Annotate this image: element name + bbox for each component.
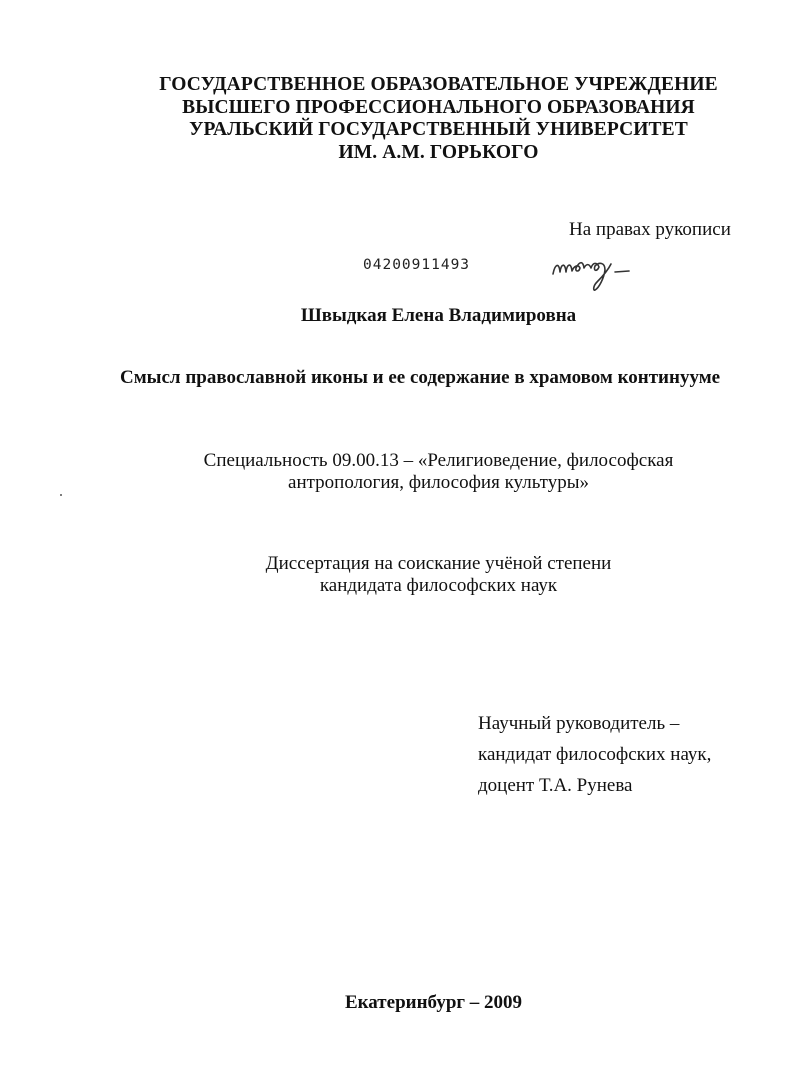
dissertation-title: Смысл православной иконы и ее содержание в храмовом континууме — [120, 367, 721, 388]
degree-statement — [0, 553, 797, 597]
degree-line-1: Диссертация на соискание учёной степени — [265, 553, 612, 574]
specialty-line-2: антропология, философия культуры» — [288, 472, 589, 493]
institution-line-1: ГОСУДАРСТВЕННОЕ ОБРАЗОВАТЕЛЬНОЕ УЧРЕЖДЕНИЕ — [159, 74, 718, 95]
institution-header — [0, 74, 797, 164]
city-year-text: Екатеринбург – 2009 — [344, 992, 523, 1013]
supervisor-block — [478, 708, 711, 801]
handwritten-signature — [549, 244, 649, 292]
city-year — [0, 992, 797, 1014]
supervisor-line-2: кандидат философских наук, — [478, 744, 712, 765]
specialty-line-1: Специальность 09.00.13 – «Религиоведение, философская — [203, 450, 674, 471]
supervisor-line-3: доцент Т.А. Рунева — [478, 775, 633, 796]
degree-line-2: кандидата философских наук — [319, 575, 558, 596]
manuscript-rights-note: На правах рукописи — [569, 219, 731, 240]
institution-line-3: УРАЛЬСКИЙ ГОСУДАРСТВЕННЫЙ УНИВЕРСИТЕТ — [189, 119, 688, 140]
supervisor-line-1: Научный руководитель – — [478, 713, 680, 734]
institution-line-4: ИМ. А.М. ГОРЬКОГО — [338, 141, 539, 163]
specialty-block — [0, 450, 797, 494]
scan-speck — [60, 494, 62, 496]
author-name-text: Швыдкая Елена Владимировна — [300, 305, 577, 326]
institution-line-2: ВЫСШЕГО ПРОФЕССИОНАЛЬНОГО ОБРАЗОВАНИЯ — [182, 96, 695, 118]
author-name — [0, 305, 797, 327]
library-code: 04200911493 — [363, 257, 471, 273]
